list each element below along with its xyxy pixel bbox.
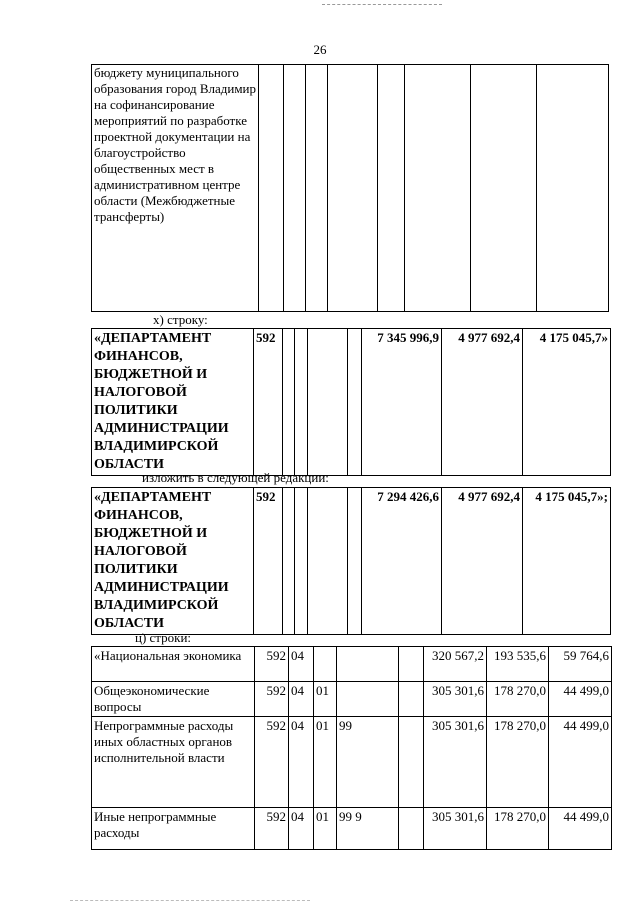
table-row (92, 808, 612, 850)
row-pr: 01 (314, 808, 337, 850)
row-name: Иные непрограммные расходы (92, 808, 255, 850)
amount-2: 4 977 692,4 (442, 329, 523, 476)
budget-lines-table (91, 646, 612, 850)
bottom-divider (70, 900, 310, 901)
amount-1: 7 345 996,9 (362, 329, 442, 476)
row-rz: 04 (289, 682, 314, 717)
row-csr: 99 9 (337, 808, 399, 850)
row-rz: 04 (289, 717, 314, 808)
table-row (92, 65, 609, 312)
row-vr (399, 808, 424, 850)
row-name: бюджету муниципального образования город Владимир на софинансирование мероприятий по разработке проектной документации на благоустройство общественных мест в административном центре области (Межбюджетные трансферты) (92, 65, 259, 312)
row-vr (399, 647, 424, 682)
continued-table (91, 64, 609, 312)
row-code: 592 (255, 647, 289, 682)
page-number: 26 (313, 42, 327, 57)
department-code: 592 (254, 488, 283, 635)
department-old-table (91, 328, 611, 476)
row-csr: 99 (337, 717, 399, 808)
section-label-c: ц) строки: (135, 630, 192, 645)
table-row (92, 329, 611, 476)
row-vr (399, 682, 424, 717)
section-label-x: х) строку: (153, 312, 208, 327)
row-amount-2: 178 270,0 (487, 682, 549, 717)
table-row (92, 717, 612, 808)
amount-3: 4 175 045,7» (523, 329, 611, 476)
row-rz: 04 (289, 647, 314, 682)
row-amount-3: 44 499,0 (549, 717, 612, 808)
table-row (92, 682, 612, 717)
department-name: «ДЕПАРТАМЕНТ ФИНАНСОВ, БЮДЖЕТНОЙ И НАЛОГОВОЙ ПОЛИТИКИ АДМИНИСТРАЦИИ ВЛАДИМИРСКОЙ ОБЛАСТИ (92, 488, 254, 635)
row-amount-2: 193 535,6 (487, 647, 549, 682)
table-row (92, 647, 612, 682)
row-amount-1: 320 567,2 (424, 647, 487, 682)
row-code: 592 (255, 717, 289, 808)
section-label-redaction: изложить в следующей редакции: (142, 470, 329, 485)
row-name: Общеэкономические вопросы (92, 682, 255, 717)
row-amount-1: 305 301,6 (424, 717, 487, 808)
row-pr (314, 647, 337, 682)
row-amount-2: 178 270,0 (487, 808, 549, 850)
department-code: 592 (254, 329, 283, 476)
row-name: «Национальная экономика (92, 647, 255, 682)
row-amount-3: 44 499,0 (549, 682, 612, 717)
row-pr: 01 (314, 682, 337, 717)
row-vr (399, 717, 424, 808)
top-divider (322, 4, 442, 5)
department-name: «ДЕПАРТАМЕНТ ФИНАНСОВ, БЮДЖЕТНОЙ И НАЛОГОВОЙ ПОЛИТИКИ АДМИНИСТРАЦИИ ВЛАДИМИРСКОЙ ОБЛАСТИ (92, 329, 254, 476)
row-amount-1: 305 301,6 (424, 808, 487, 850)
amount-1: 7 294 426,6 (362, 488, 442, 635)
row-pr: 01 (314, 717, 337, 808)
row-amount-2: 178 270,0 (487, 717, 549, 808)
table-row (92, 488, 611, 635)
amount-3: 4 175 045,7»; (523, 488, 611, 635)
row-amount-1: 305 301,6 (424, 682, 487, 717)
row-amount-3: 59 764,6 (549, 647, 612, 682)
amount-2: 4 977 692,4 (442, 488, 523, 635)
row-name: Непрограммные расходы иных областных органов исполнительной власти (92, 717, 255, 808)
row-code: 592 (255, 682, 289, 717)
row-csr (337, 647, 399, 682)
row-csr (337, 682, 399, 717)
department-new-table (91, 487, 611, 635)
row-rz: 04 (289, 808, 314, 850)
row-code: 592 (255, 808, 289, 850)
row-amount-3: 44 499,0 (549, 808, 612, 850)
